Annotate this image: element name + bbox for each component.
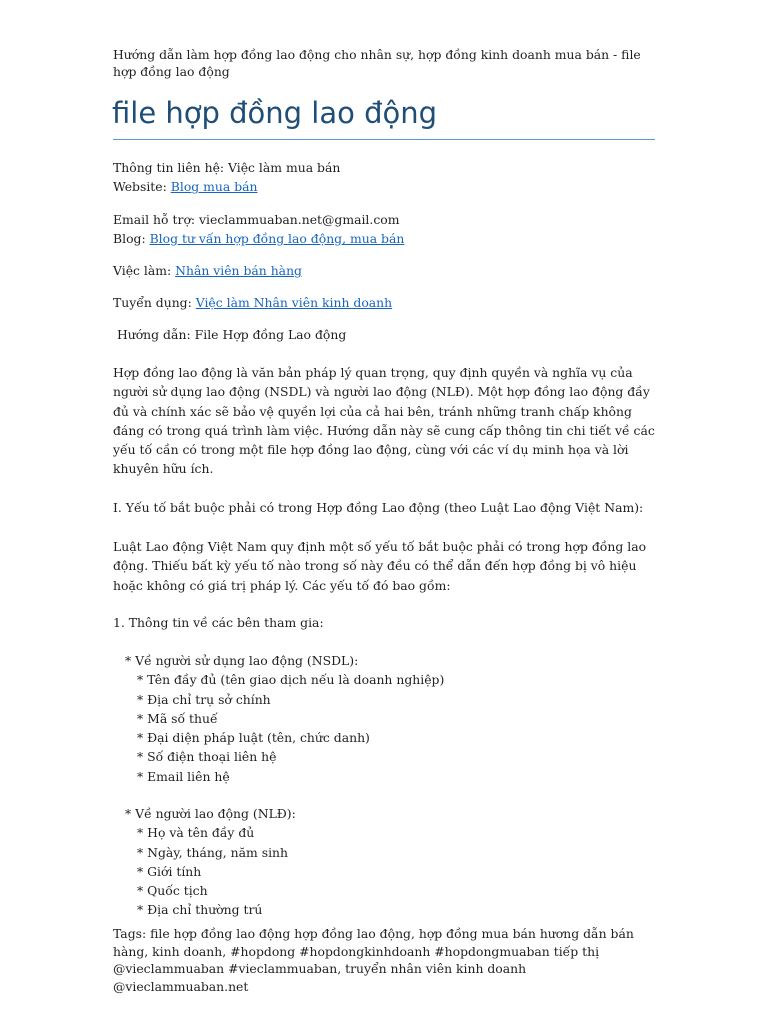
tags-paragraph: Tags: file hợp đồng lao động hợp đồng lao động, hợp đồng mua bán hương dẫn bán hàng, kinh doanh, #hopdong #hopdongkinhdoanh #hopdongmuaban tiếp thị @vieclammuaban #vieclammuaban, truyển nhân viên kinh doanh @vieclammuaban.net <box>113 926 634 994</box>
list-item: * Tên đầy đủ (tên giao dịch nếu là doanh nghiệp) <box>137 672 445 688</box>
employer-list <box>113 651 658 786</box>
list-item: * Ngày, tháng, năm sinh <box>137 844 288 860</box>
list-item: * Email liên hệ <box>137 768 230 784</box>
website-label: Website: <box>113 179 171 195</box>
document-header: Hướng dẫn làm hợp đồng lao động cho nhân sự, hợp đồng kinh doanh mua bán - file hợp đồng lao động <box>113 47 641 79</box>
employer-heading: * Về người sử dụng lao động (NSDL): <box>125 653 359 668</box>
list-item: * Giới tính <box>137 863 202 879</box>
list-item: * Đại diện pháp luật (tên, chức danh) <box>137 730 370 746</box>
job-link[interactable]: Nhân viên bán hàng <box>175 263 302 278</box>
contact-block <box>113 158 658 197</box>
job-label: Việc làm: <box>113 263 176 278</box>
recruit-link[interactable]: Việc làm Nhân viên kinh doanh <box>195 295 393 310</box>
recruit-line <box>113 293 658 312</box>
subsection-1-heading: 1. Thông tin về các bên tham gia: <box>113 615 324 630</box>
list-item: * Mã số thuế <box>137 710 218 726</box>
list-item: * Số điện thoại liên hệ <box>137 749 277 765</box>
website-link[interactable]: Blog mua bán <box>170 179 258 195</box>
section-1-heading: I. Yếu tố bắt buộc phải có trong Hợp đồng Lao động (theo Luật Lao động Việt Nam): <box>113 500 644 515</box>
website-line <box>113 177 658 196</box>
list-item: * Quốc tịch <box>137 883 208 899</box>
contact-info-line: Thông tin liên hệ: Việc làm mua bán <box>113 160 341 175</box>
list-item: * Địa chỉ trụ sở chính <box>137 691 271 707</box>
list-item: * Địa chỉ thường trú <box>137 902 263 918</box>
blog-link[interactable]: Blog tư vấn hợp đồng lao động, mua bán <box>149 231 405 247</box>
recruit-label: Tuyển dụng: <box>113 295 196 310</box>
email-line: Email hỗ trợ: vieclammuaban.net@gmail.com <box>113 212 400 227</box>
blog-label: Blog: <box>113 231 150 247</box>
blog-line <box>113 229 658 248</box>
email-blog-block <box>113 210 658 249</box>
intro-paragraph: Hợp đồng lao động là văn bản pháp lý quan trọng, quy định quyền và nghĩa vụ của người sử dụng lao động (NSDL) và người lao động (NLĐ). Một hợp đồng lao động đầy đủ và chính xác sẽ bảo vệ quyền lợi của cả hai bên, tránh những tranh chấp không đáng có trong quá trình làm việc. Hướng dẫn này sẽ cung cấp thông tin chi tiết về các yếu tố cần có trong một file hợp đồng lao động, cùng với các ví dụ minh họa và lời khuyên hữu ích. <box>113 365 655 477</box>
section-1-body: Luật Lao động Việt Nam quy định một số yếu tố bắt buộc phải có trong hợp đồng lao động. Thiếu bất kỳ yếu tố nào trong số này đều có thể dẫn đến hợp đồng bị vô hiệu hoặc không có giá trị pháp lý. Các yếu tố đó bao gồm: <box>113 539 647 593</box>
employee-heading: * Về người lao động (NLĐ): <box>125 806 296 821</box>
job-line <box>113 261 658 280</box>
employee-list <box>113 804 658 920</box>
guide-line: Hướng dẫn: File Hợp đồng Lao động <box>113 327 347 342</box>
page-title: file hợp đồng lao động <box>112 96 438 130</box>
list-item: * Họ và tên đầy đủ <box>137 825 255 841</box>
title-underline <box>113 139 655 140</box>
